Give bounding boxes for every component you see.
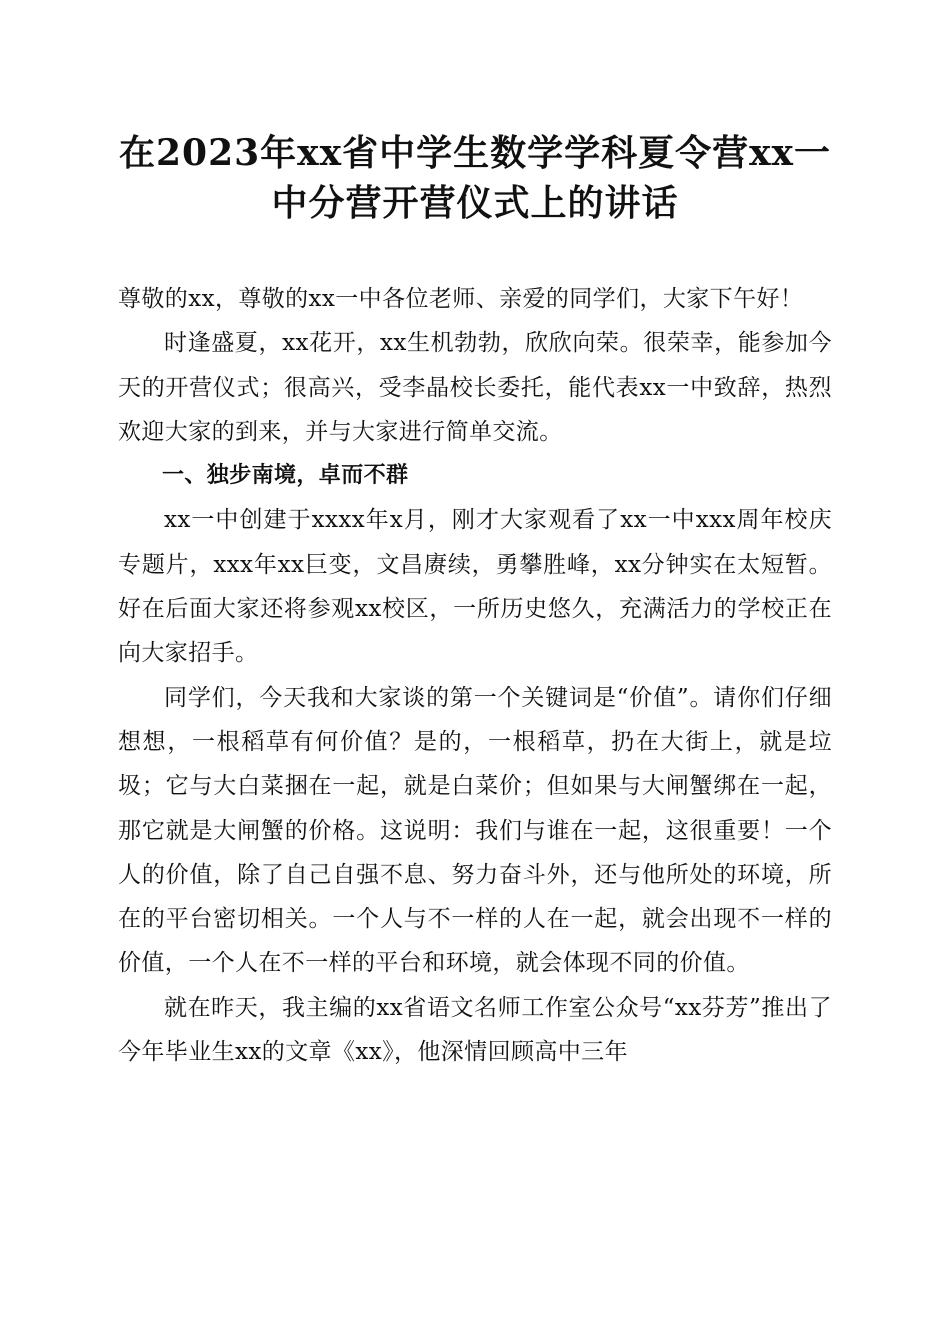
- salutation: 尊敬的xx，尊敬的xx一中各位老师、亲爱的同学们，大家下午好！: [118, 286, 804, 312]
- paragraph-opening: 时逢盛夏，xx花开，xx生机勃勃，欣欣向荣。很荣幸，能参加今天的开营仪式；很高兴，受李晶校长委托，能代表xx一中致辞，热烈欢迎大家的到来，并与大家进行简单交流。: [118, 330, 832, 445]
- paragraph-history: xx一中创建于xxxx年x月，刚才大家观看了xx一中xxx周年校庆专题片，xxx年xx巨变，文昌赓续，勇攀胜峰，xx分钟实在太短暂。好在后面大家还将参观xx校区，一所历史悠久，充满活力的学校正在向大家招手。: [118, 507, 832, 667]
- document-title: [100, 128, 850, 228]
- paragraph-value: 同学们，今天我和大家谈的第一个关键词是“价值”。请你们仔细想想，一根稻草有何价值？是的，一根稻草，扔在大街上，就是垃圾；它与大白菜捆在一起，就是白菜价；但如果与大闸蟹绑在一起，那它就是大闸蟹的价格。这说明：我们与谁在一起，这很重要！一个人的价值，除了自己自强不息、努力奋斗外，还与他所处的环境，所在的平台密切相关。一个人与不一样的人在一起，就会出现不一样的价值，一个人在不一样的平台和环境，就会体现不同的价值。: [118, 684, 832, 977]
- section-heading-1: 一、独步南境，卓而不群: [162, 463, 409, 489]
- document-body: [118, 277, 832, 1074]
- title-line-2: 中分营开营仪式上的讲话: [271, 182, 679, 224]
- paragraph-article: 就在昨天，我主编的xx省语文名师工作室公众号“xx芬芳”推出了今年毕业生xx的文章《xx》，他深情回顾高中三年: [118, 994, 832, 1066]
- title-line-1: 在2023年xx省中学生数学学科夏令营xx一: [118, 132, 832, 174]
